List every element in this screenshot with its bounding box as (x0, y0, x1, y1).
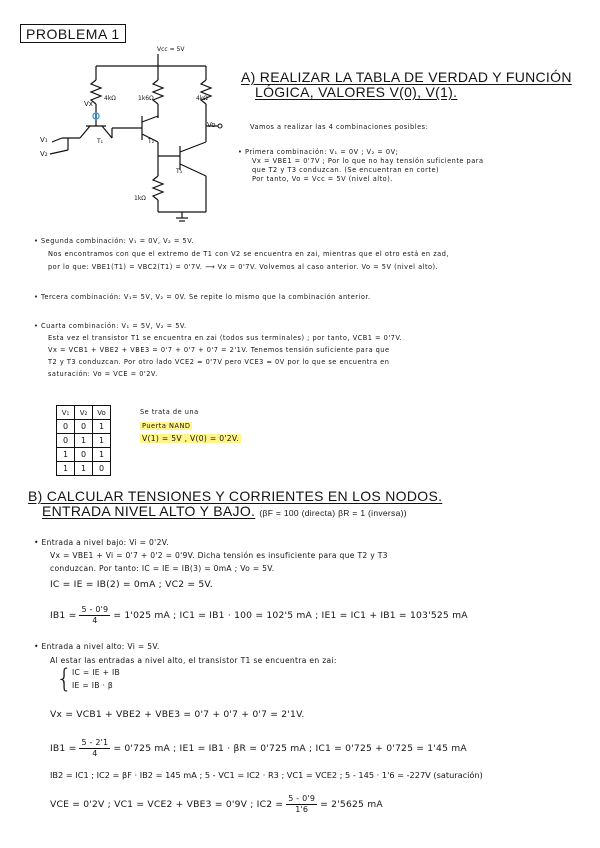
ib1-low-equation: IB1 = $\frac{5 - 0'9}{4}$ = 1'025 mA ; IC1 = IB1 · 100 = 102'5 mA ; IE1 = IC1 + IB1 = 103'525 mA (50, 605, 468, 625)
table-cell: 1 (75, 462, 93, 476)
table-header-cell: V₁ (57, 406, 75, 420)
table-row (57, 420, 111, 434)
r2-label: 1k6Ω (138, 95, 154, 102)
low-input-section: • Entrada a nivel bajo: Vi = 0'2V. Vx = VBE1 + Vi = 0'7 + 0'2 = 0'9V. Dicha tensión es insuficiente para que T2 y T3 conduzcan. Por tanto: IC = IE = IB(3) = 0mA ; Vo = 5V. IC = IE = IB(2) = 0mA ; VC2 = 5V. (34, 538, 388, 590)
page-title: PROBLEMA 1 (20, 24, 126, 43)
part-a-intro: Vamos a realizar las 4 combinaciones posibles: (250, 123, 429, 131)
combination-2: • Segunda combinación: V₁ = 0V, V₂ = 5V. Nos encontramos con que el extremo de T1 con V2 se encuentra en zai, mientras que el otro está en zad, por lo que: VBE1(T1) = VBC2(T1) = 0'7V. ⟶ Vx = 0'7V. Volvemos al caso anterior. Vo = 5V (nivel alto). (34, 237, 449, 271)
table-header-cell: Vo (93, 406, 111, 420)
table-cell: 0 (57, 434, 75, 448)
v2-label: V₂ (40, 150, 48, 158)
table-cell: 0 (93, 462, 111, 476)
table-cell: 1 (57, 462, 75, 476)
table-header-row (57, 406, 111, 420)
gate-name: Puerta NAND (142, 422, 191, 430)
ib2-equation: IB2 = IC1 ; IC2 = βF · IB2 = 145 mA ; 5 - VC1 = IC2 · R3 ; VC1 = VCE2 ; 5 - 145 · 1'6 = -227V (saturación) (50, 770, 483, 780)
combination-4: • Cuarta combinación: V₁ = 5V, V₂ = 5V. Esta vez el transistor T1 se encuentra en zai (todos sus terminales) ; por tanto, VCB1 = 0'7V. Vx = VCB1 + VBE2 + VBE3 = 0'7 + 0'7 + 0'7 = 2'1V. Tenemos tensión suficiente para que T2 y T3 conduzcan. Por otro lado VCE2 ≃ 0'7V pero VCE3 ≃ 0V por lo que se encuentra en saturación: Vo = VCE = 0'2V. (34, 322, 403, 378)
gate-conclusion: Se trata de una Puerta NAND V(1) = 5V , V(0) = 0'2V. (140, 408, 240, 443)
logic-levels: V(1) = 5V , V(0) = 0'2V. (142, 434, 240, 443)
t2-label: T₂ (148, 138, 155, 145)
part-b-heading: B) CALCULAR TENSIONES Y CORRIENTES EN LOS NODOS. ENTRADA NIVEL ALTO Y BAJO. (βF = 100 (directa) βR = 1 (inversa)) (28, 488, 443, 519)
r3-label: 4kΩ (196, 95, 208, 102)
truth-table (56, 405, 111, 476)
vcc-label: Vcc = 5V (157, 46, 185, 53)
v1-label: V₁ (40, 136, 48, 144)
combination-3: • Tercera combinación: V₁= 5V, V₂ = 0V. Se repite lo mismo que la combinación anterior. (34, 293, 371, 301)
table-row (57, 434, 111, 448)
table-row (57, 462, 111, 476)
table-cell: 1 (93, 420, 111, 434)
table-cell: 0 (75, 420, 93, 434)
combination-1: • Primera combinación: V₁ = 0V ; V₂ = 0V; Vx = VBE1 = 0'7V ; Por lo que no hay tensión suficiente para que T2 y T3 conduzcan. (Se encuentran en corte) Por tanto, Vo = Vcc = 5V (nivel alto). (238, 148, 484, 183)
table-cell: 1 (57, 448, 75, 462)
vce-equation: VCE = 0'2V ; VC1 = VCE2 + VBE3 = 0'9V ; IC2 = $\frac{5 - 0'9}{1'6}$ = 2'5625 mA (50, 794, 383, 814)
vo-label: Vo (207, 121, 216, 129)
vx-label: Vx (84, 100, 93, 108)
table-header-cell: V₂ (75, 406, 93, 420)
t3-label: T₃ (176, 168, 183, 175)
table-cell: 0 (75, 448, 93, 462)
table-cell: 1 (93, 434, 111, 448)
table-row (57, 448, 111, 462)
table-cell: 1 (75, 434, 93, 448)
t1-label: T₁ (97, 138, 104, 145)
r1-label: 4kΩ (104, 95, 116, 102)
ib1-high-equation: IB1 = $\frac{5 - 2'1}{4}$ = 0'725 mA ; IE1 = IB1 · βR = 0'725 mA ; IC1 = 0'725 + 0'725 = 1'45 mA (50, 738, 467, 758)
part-a-heading: A) REALIZAR LA TABLA DE VERDAD Y FUNCIÓN LÓGICA, VALORES V(0), V(1). (241, 69, 572, 100)
table-cell: 1 (93, 448, 111, 462)
high-input-section: • Entrada a nivel alto: Vi = 5V. Al estar las entradas a nivel alto, el transistor T1 se encuentra en zai: (34, 642, 337, 665)
table-cell: 0 (57, 420, 75, 434)
vx-high-equation: Vx = VCB1 + VBE2 + VBE3 = 0'7 + 0'7 + 0'7 = 2'1V. (50, 709, 305, 720)
zai-relations: { IC = IE + IB IE = IB · β (56, 664, 121, 694)
circuit-diagram (20, 46, 240, 226)
r4-label: 1kΩ (134, 195, 146, 202)
